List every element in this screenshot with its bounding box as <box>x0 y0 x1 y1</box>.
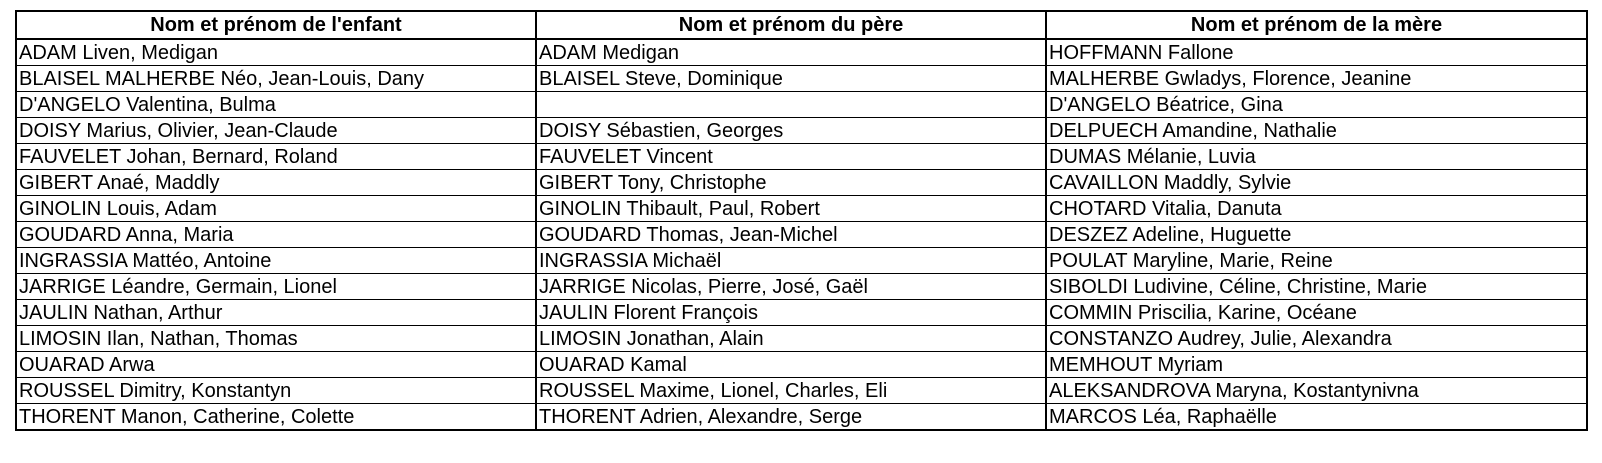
cell-child: ROUSSEL Dimitry, Konstantyn <box>16 378 536 404</box>
table-row <box>16 92 1587 118</box>
cell-mother: POULAT Maryline, Marie, Reine <box>1046 248 1587 274</box>
cell-mother: HOFFMANN Fallone <box>1046 39 1587 66</box>
cell-mother: CAVAILLON Maddly, Sylvie <box>1046 170 1587 196</box>
cell-father: GOUDARD Thomas, Jean-Michel <box>536 222 1046 248</box>
cell-mother: D'ANGELO Béatrice, Gina <box>1046 92 1587 118</box>
cell-father: LIMOSIN Jonathan, Alain <box>536 326 1046 352</box>
cell-child: FAUVELET Johan, Bernard, Roland <box>16 144 536 170</box>
table-row <box>16 404 1587 431</box>
table-body <box>16 39 1587 430</box>
cell-child: D'ANGELO Valentina, Bulma <box>16 92 536 118</box>
table-row <box>16 300 1587 326</box>
table-row <box>16 352 1587 378</box>
table-row <box>16 248 1587 274</box>
table-row <box>16 66 1587 92</box>
cell-father: INGRASSIA Michaël <box>536 248 1046 274</box>
table-row <box>16 326 1587 352</box>
cell-child: GOUDARD Anna, Maria <box>16 222 536 248</box>
cell-father: ADAM Medigan <box>536 39 1046 66</box>
cell-mother: CONSTANZO Audrey, Julie, Alexandra <box>1046 326 1587 352</box>
cell-father: FAUVELET Vincent <box>536 144 1046 170</box>
table-row <box>16 196 1587 222</box>
cell-father: OUARAD Kamal <box>536 352 1046 378</box>
table-header <box>16 11 1587 39</box>
table-row <box>16 274 1587 300</box>
cell-mother: SIBOLDI Ludivine, Céline, Christine, Marie <box>1046 274 1587 300</box>
birth-registry-table <box>15 10 1588 431</box>
cell-mother: COMMIN Priscilia, Karine, Océane <box>1046 300 1587 326</box>
cell-mother: MARCOS Léa, Raphaëlle <box>1046 404 1587 431</box>
cell-father: BLAISEL Steve, Dominique <box>536 66 1046 92</box>
cell-child: LIMOSIN Ilan, Nathan, Thomas <box>16 326 536 352</box>
table-row <box>16 222 1587 248</box>
cell-child: BLAISEL MALHERBE Néo, Jean-Louis, Dany <box>16 66 536 92</box>
cell-mother: DUMAS Mélanie, Luvia <box>1046 144 1587 170</box>
cell-mother: DELPUECH Amandine, Nathalie <box>1046 118 1587 144</box>
table-row <box>16 144 1587 170</box>
cell-child: JARRIGE Léandre, Germain, Lionel <box>16 274 536 300</box>
cell-mother: ALEKSANDROVA Maryna, Kostantynivna <box>1046 378 1587 404</box>
cell-mother: CHOTARD Vitalia, Danuta <box>1046 196 1587 222</box>
cell-mother: MEMHOUT Myriam <box>1046 352 1587 378</box>
cell-mother: DESZEZ Adeline, Huguette <box>1046 222 1587 248</box>
header-mother: Nom et prénom de la mère <box>1046 11 1587 39</box>
cell-father: THORENT Adrien, Alexandre, Serge <box>536 404 1046 431</box>
cell-father: GINOLIN Thibault, Paul, Robert <box>536 196 1046 222</box>
cell-father: JAULIN Florent François <box>536 300 1046 326</box>
cell-father: GIBERT Tony, Christophe <box>536 170 1046 196</box>
cell-child: JAULIN Nathan, Arthur <box>16 300 536 326</box>
cell-father: DOISY Sébastien, Georges <box>536 118 1046 144</box>
cell-child: INGRASSIA Mattéo, Antoine <box>16 248 536 274</box>
cell-child: GINOLIN Louis, Adam <box>16 196 536 222</box>
cell-mother: MALHERBE Gwladys, Florence, Jeanine <box>1046 66 1587 92</box>
cell-father: ROUSSEL Maxime, Lionel, Charles, Eli <box>536 378 1046 404</box>
cell-child: THORENT Manon, Catherine, Colette <box>16 404 536 431</box>
table-row <box>16 39 1587 66</box>
cell-child: ADAM Liven, Medigan <box>16 39 536 66</box>
cell-child: DOISY Marius, Olivier, Jean-Claude <box>16 118 536 144</box>
cell-child: OUARAD Arwa <box>16 352 536 378</box>
birth-registry-sheet <box>15 10 1588 431</box>
cell-father: JARRIGE Nicolas, Pierre, José, Gaël <box>536 274 1046 300</box>
table-row <box>16 378 1587 404</box>
header-row <box>16 11 1587 39</box>
table-row <box>16 118 1587 144</box>
header-child: Nom et prénom de l'enfant <box>16 11 536 39</box>
header-father: Nom et prénom du père <box>536 11 1046 39</box>
cell-child: GIBERT Anaé, Maddly <box>16 170 536 196</box>
cell-father <box>536 92 1046 118</box>
table-row <box>16 170 1587 196</box>
